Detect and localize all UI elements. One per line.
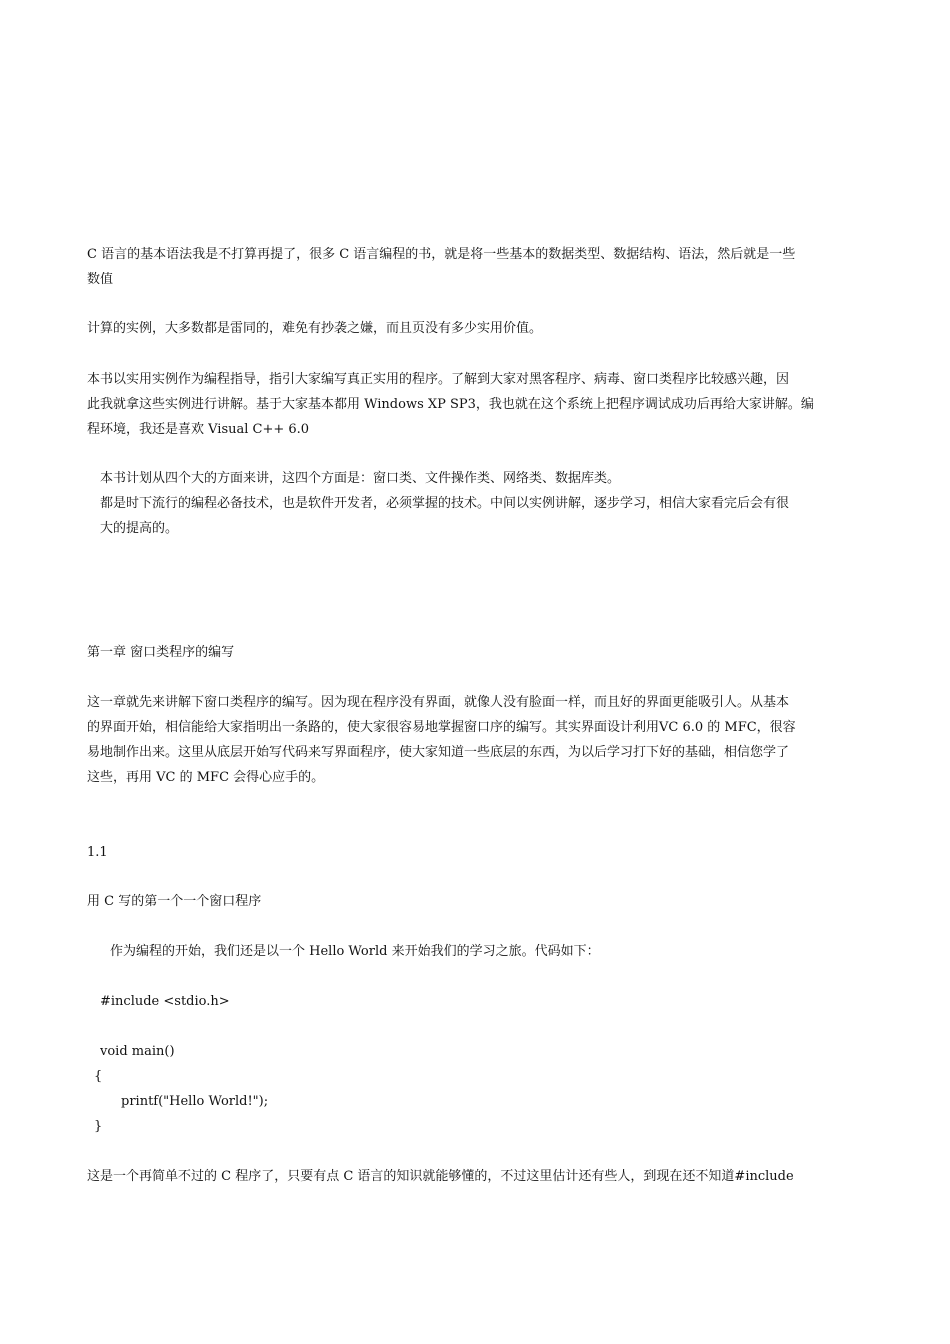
code-close-brace: } <box>94 1119 103 1134</box>
chapter-title: 第一章 窗口类程序的编写 <box>87 645 235 660</box>
intro-line-2: 数值 <box>87 272 114 287</box>
closing-line: 这是一个再简单不过的 C 程序了，只要有点 C 语言的知识就能够懂的，不过这里估计还有些人，到现在还不知道#include <box>87 1169 794 1184</box>
book-purpose-line-2: 此我就拿这些实例进行讲解。基于大家基本都用 Windows XP SP3，我也就在这个系统上把程序调试成功后再给大家讲解。编 <box>87 397 814 412</box>
plan-line-2: 都是时下流行的编程必备技术，也是软件开发者，必须掌握的技术。中间以实例讲解，逐步学习，相信大家看完后会有很 <box>100 496 790 511</box>
code-main-line: void main() <box>100 1044 175 1059</box>
intro-line-1: C 语言的基本语法我是不打算再提了，很多 C 语言编程的书，就是将一些基本的数据类型、数据结构、语法，然后就是一些 <box>87 247 796 262</box>
book-purpose-line-1: 本书以实用实例作为编程指导，指引大家编写真正实用的程序。了解到大家对黑客程序、病毒、窗口类程序比较感兴趣，因 <box>87 372 790 387</box>
plan-line-1: 本书计划从四个大的方面来讲，这四个方面是：窗口类、文件操作类、网络类、数据库类。 <box>100 471 621 486</box>
chapter-intro-line-4: 这些，再用 VC 的 MFC 会得心应手的。 <box>87 770 325 785</box>
plan-line-3: 大的提高的。 <box>100 521 179 536</box>
code-open-brace: { <box>94 1069 103 1084</box>
chapter-intro-line-3: 易地制作出来。这里从底层开始写代码来写界面程序，使大家知道一些底层的东西，为以后学习打下好的基础，相信您学了 <box>87 745 790 760</box>
code-printf-line: printf("Hello World!"); <box>121 1094 269 1109</box>
chapter-intro-line-2: 的界面开始，相信能给大家指明出一条路的，使大家很容易地掌握窗口序的编写。其实界面设计利用VC 6.0 的 MFC，很容 <box>87 720 796 735</box>
code-include-line: #include <stdio.h> <box>100 994 230 1009</box>
section-intro: 作为编程的开始，我们还是以一个 Hello World 来开始我们的学习之旅。代码如下： <box>110 944 600 959</box>
intro-line-3: 计算的实例，大多数都是雷同的，难免有抄袭之嫌，而且页没有多少实用价值。 <box>87 321 543 336</box>
book-purpose-line-3: 程环境，我还是喜欢 Visual C++ 6.0 <box>87 422 310 437</box>
section-title: 用 C 写的第一个一个窗口程序 <box>87 894 262 909</box>
section-number: 1.1 <box>87 845 108 860</box>
chapter-intro-line-1: 这一章就先来讲解下窗口类程序的编写。因为现在程序没有界面，就像人没有脸面一样，而且好的界面更能吸引人。从基本 <box>87 695 790 710</box>
